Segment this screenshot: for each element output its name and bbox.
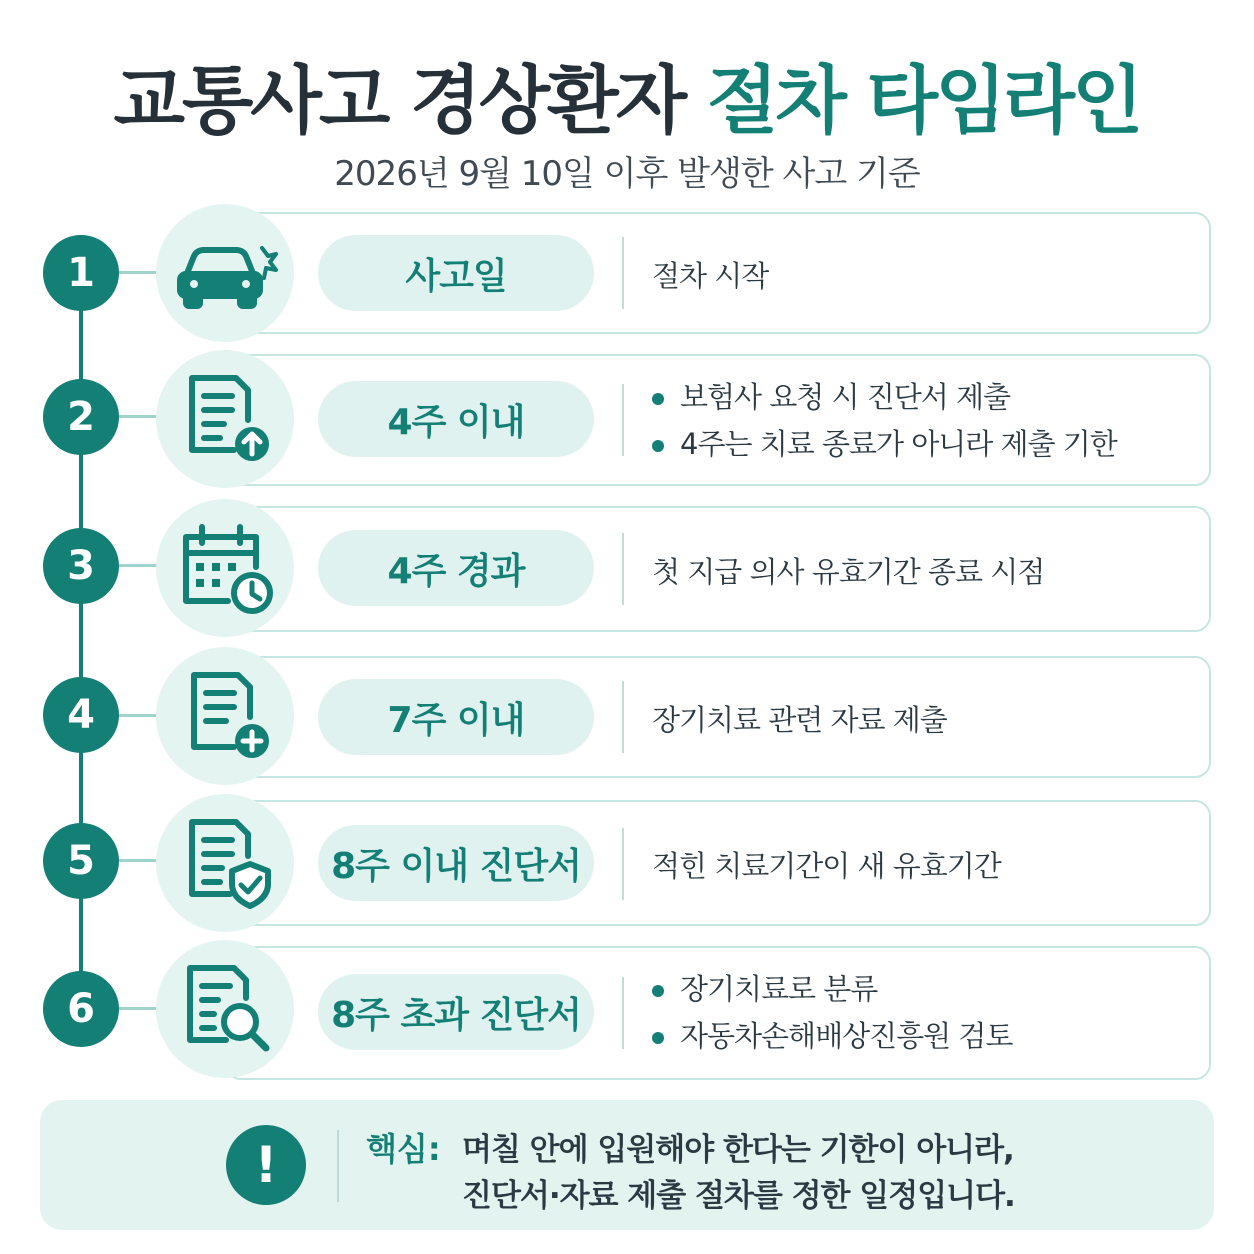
timeline-step-3 bbox=[0, 506, 1254, 632]
step-number-badge: 1 bbox=[43, 235, 119, 311]
document-search-icon bbox=[156, 940, 294, 1078]
document-add-icon bbox=[156, 647, 294, 785]
list-item: 장기치료로 분류 bbox=[652, 966, 1012, 1013]
document-upload-icon bbox=[156, 350, 294, 488]
timeline-step-6 bbox=[0, 946, 1254, 1080]
step-divider bbox=[622, 533, 624, 605]
step-connector bbox=[118, 564, 160, 567]
step-label: 4주 이내 bbox=[318, 381, 594, 457]
step-label: 4주 경과 bbox=[318, 530, 594, 606]
list-item: 4주는 치료 종료가 아니라 제출 기한 bbox=[652, 421, 1117, 468]
step-description: 절차 시작 bbox=[652, 259, 769, 293]
step-number-badge: 3 bbox=[43, 528, 119, 604]
page-subtitle: 2026년 9월 10일 이후 발생한 사고 기준 bbox=[334, 154, 920, 194]
step-divider bbox=[622, 681, 624, 753]
step-connector bbox=[118, 415, 160, 418]
title-accent: 절차 타임라인 bbox=[706, 58, 1141, 144]
list-item: 자동차손해배상진흥원 검토 bbox=[652, 1013, 1012, 1060]
callout-label: 핵심: bbox=[366, 1130, 441, 1168]
document-shield-icon bbox=[156, 794, 294, 932]
step-connector bbox=[118, 271, 160, 274]
timeline-step-4 bbox=[0, 656, 1254, 778]
step-label: 7주 이내 bbox=[318, 679, 594, 755]
step-description: 장기치료 관련 자료 제출 bbox=[652, 703, 947, 737]
title-main: 교통사고 경상환자 bbox=[113, 58, 707, 144]
key-note-callout bbox=[40, 1100, 1214, 1230]
step-divider bbox=[622, 384, 624, 456]
step-connector bbox=[118, 859, 160, 862]
step-description bbox=[652, 966, 1012, 1060]
step-number-badge: 2 bbox=[43, 379, 119, 455]
step-description: 적힌 치료기간이 새 유효기간 bbox=[652, 849, 1001, 883]
step-connector bbox=[118, 1007, 160, 1010]
calendar-clock-icon bbox=[156, 499, 294, 637]
timeline-step-5 bbox=[0, 800, 1254, 926]
step-number-badge: 5 bbox=[43, 823, 119, 899]
step-connector bbox=[118, 714, 160, 717]
callout-text-line-1: 며칠 안에 입원해야 한다는 기한이 아니라, bbox=[462, 1132, 1014, 1168]
step-divider bbox=[622, 828, 624, 900]
step-description bbox=[652, 374, 1117, 468]
step-divider bbox=[622, 977, 624, 1049]
exclamation-icon: ! bbox=[226, 1125, 306, 1205]
callout-divider bbox=[337, 1130, 339, 1202]
step-label: 8주 이내 진단서 bbox=[318, 825, 594, 901]
timeline-step-1 bbox=[0, 212, 1254, 334]
step-label: 사고일 bbox=[318, 235, 594, 311]
page-title bbox=[0, 42, 1254, 148]
car-crash-icon bbox=[156, 204, 294, 342]
step-number-badge: 4 bbox=[43, 677, 119, 753]
step-number-badge: 6 bbox=[43, 971, 119, 1047]
step-divider bbox=[622, 237, 624, 309]
step-label: 8주 초과 진단서 bbox=[318, 974, 594, 1050]
step-description: 첫 지급 의사 유효기간 종료 시점 bbox=[652, 555, 1045, 589]
callout-text-line-2: 진단서·자료 제출 절차를 정한 일정입니다. bbox=[462, 1178, 1015, 1214]
timeline-step-2 bbox=[0, 354, 1254, 486]
list-item: 보험사 요청 시 진단서 제출 bbox=[652, 374, 1117, 421]
